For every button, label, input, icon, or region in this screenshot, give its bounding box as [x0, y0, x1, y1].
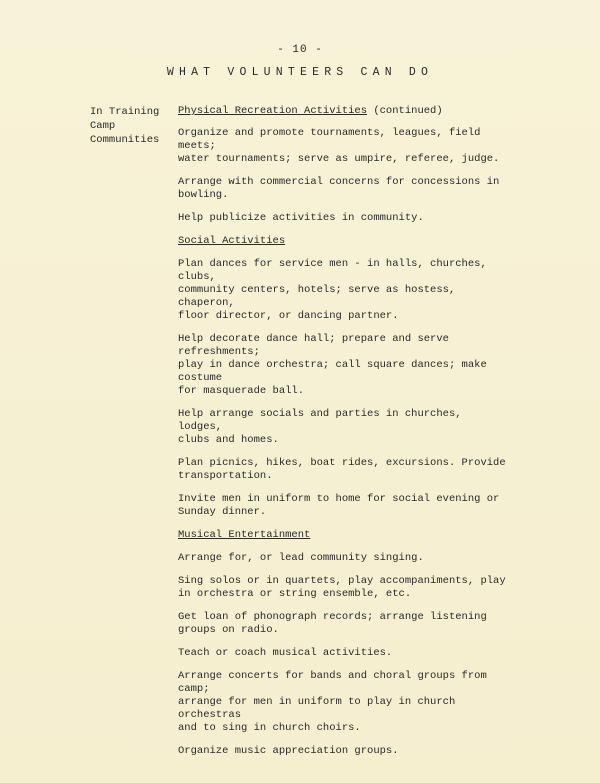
page-title: WHAT VOLUNTEERS CAN DO: [166, 66, 434, 79]
section-title: Musical Entertainment: [178, 529, 311, 541]
section-heading-social-activities: [178, 235, 508, 248]
list-item: Help arrange socials and parties in churches, lodges, clubs and homes.: [178, 408, 462, 446]
section-title: Physical Recreation Activities: [178, 105, 368, 117]
list-item: Teach or coach musical activities.: [178, 647, 393, 659]
list-item: Plan dances for service men - in halls, churches, clubs, community centers, hotels; serve as hostess, chaperon, floor director, or dancing partner.: [178, 258, 487, 322]
side-label-line: In Training: [90, 106, 160, 118]
side-label-line: Camp: [90, 120, 116, 132]
side-label-line: Communities: [90, 134, 160, 146]
list-item: Help publicize activities in community.: [178, 212, 424, 224]
list-item: Plan picnics, hikes, boat rides, excursions. Provide transportation.: [178, 457, 506, 482]
list-item: Sing solos or in quartets, play accompaniments, play in orchestra or string ensemble, etc.: [178, 575, 506, 600]
list-item: Invite men in uniform to home for social evening or Sunday dinner.: [178, 493, 500, 518]
section-title: Social Activities: [178, 235, 286, 247]
section-heading-musical-entertainment: [178, 529, 508, 542]
side-label: [90, 105, 170, 147]
list-item: Get loan of phonograph records; arrange listening groups on radio.: [178, 611, 487, 636]
list-item: Arrange concerts for bands and choral groups from camp; arrange for men in uniform to play in church orchestras and to sing in church choirs.: [178, 670, 487, 734]
section-heading-physical-recreation: [178, 105, 508, 118]
list-item: Help decorate dance hall; prepare and serve refreshments; play in dance orchestra; call square dances; make costume for masquerade ball.: [178, 333, 487, 397]
list-item: Arrange with commercial concerns for concessions in bowling.: [178, 176, 500, 201]
list-item: Arrange for, or lead community singing.: [178, 552, 424, 564]
list-item: Organize and promote tournaments, leagues, field meets; water tournaments; serve as umpire, referee, judge.: [178, 127, 500, 165]
page-number: - 10 -: [277, 44, 323, 56]
main-content: [178, 105, 508, 758]
section-suffix: (continued): [367, 105, 443, 117]
list-item: Organize music appreciation groups.: [178, 745, 399, 757]
